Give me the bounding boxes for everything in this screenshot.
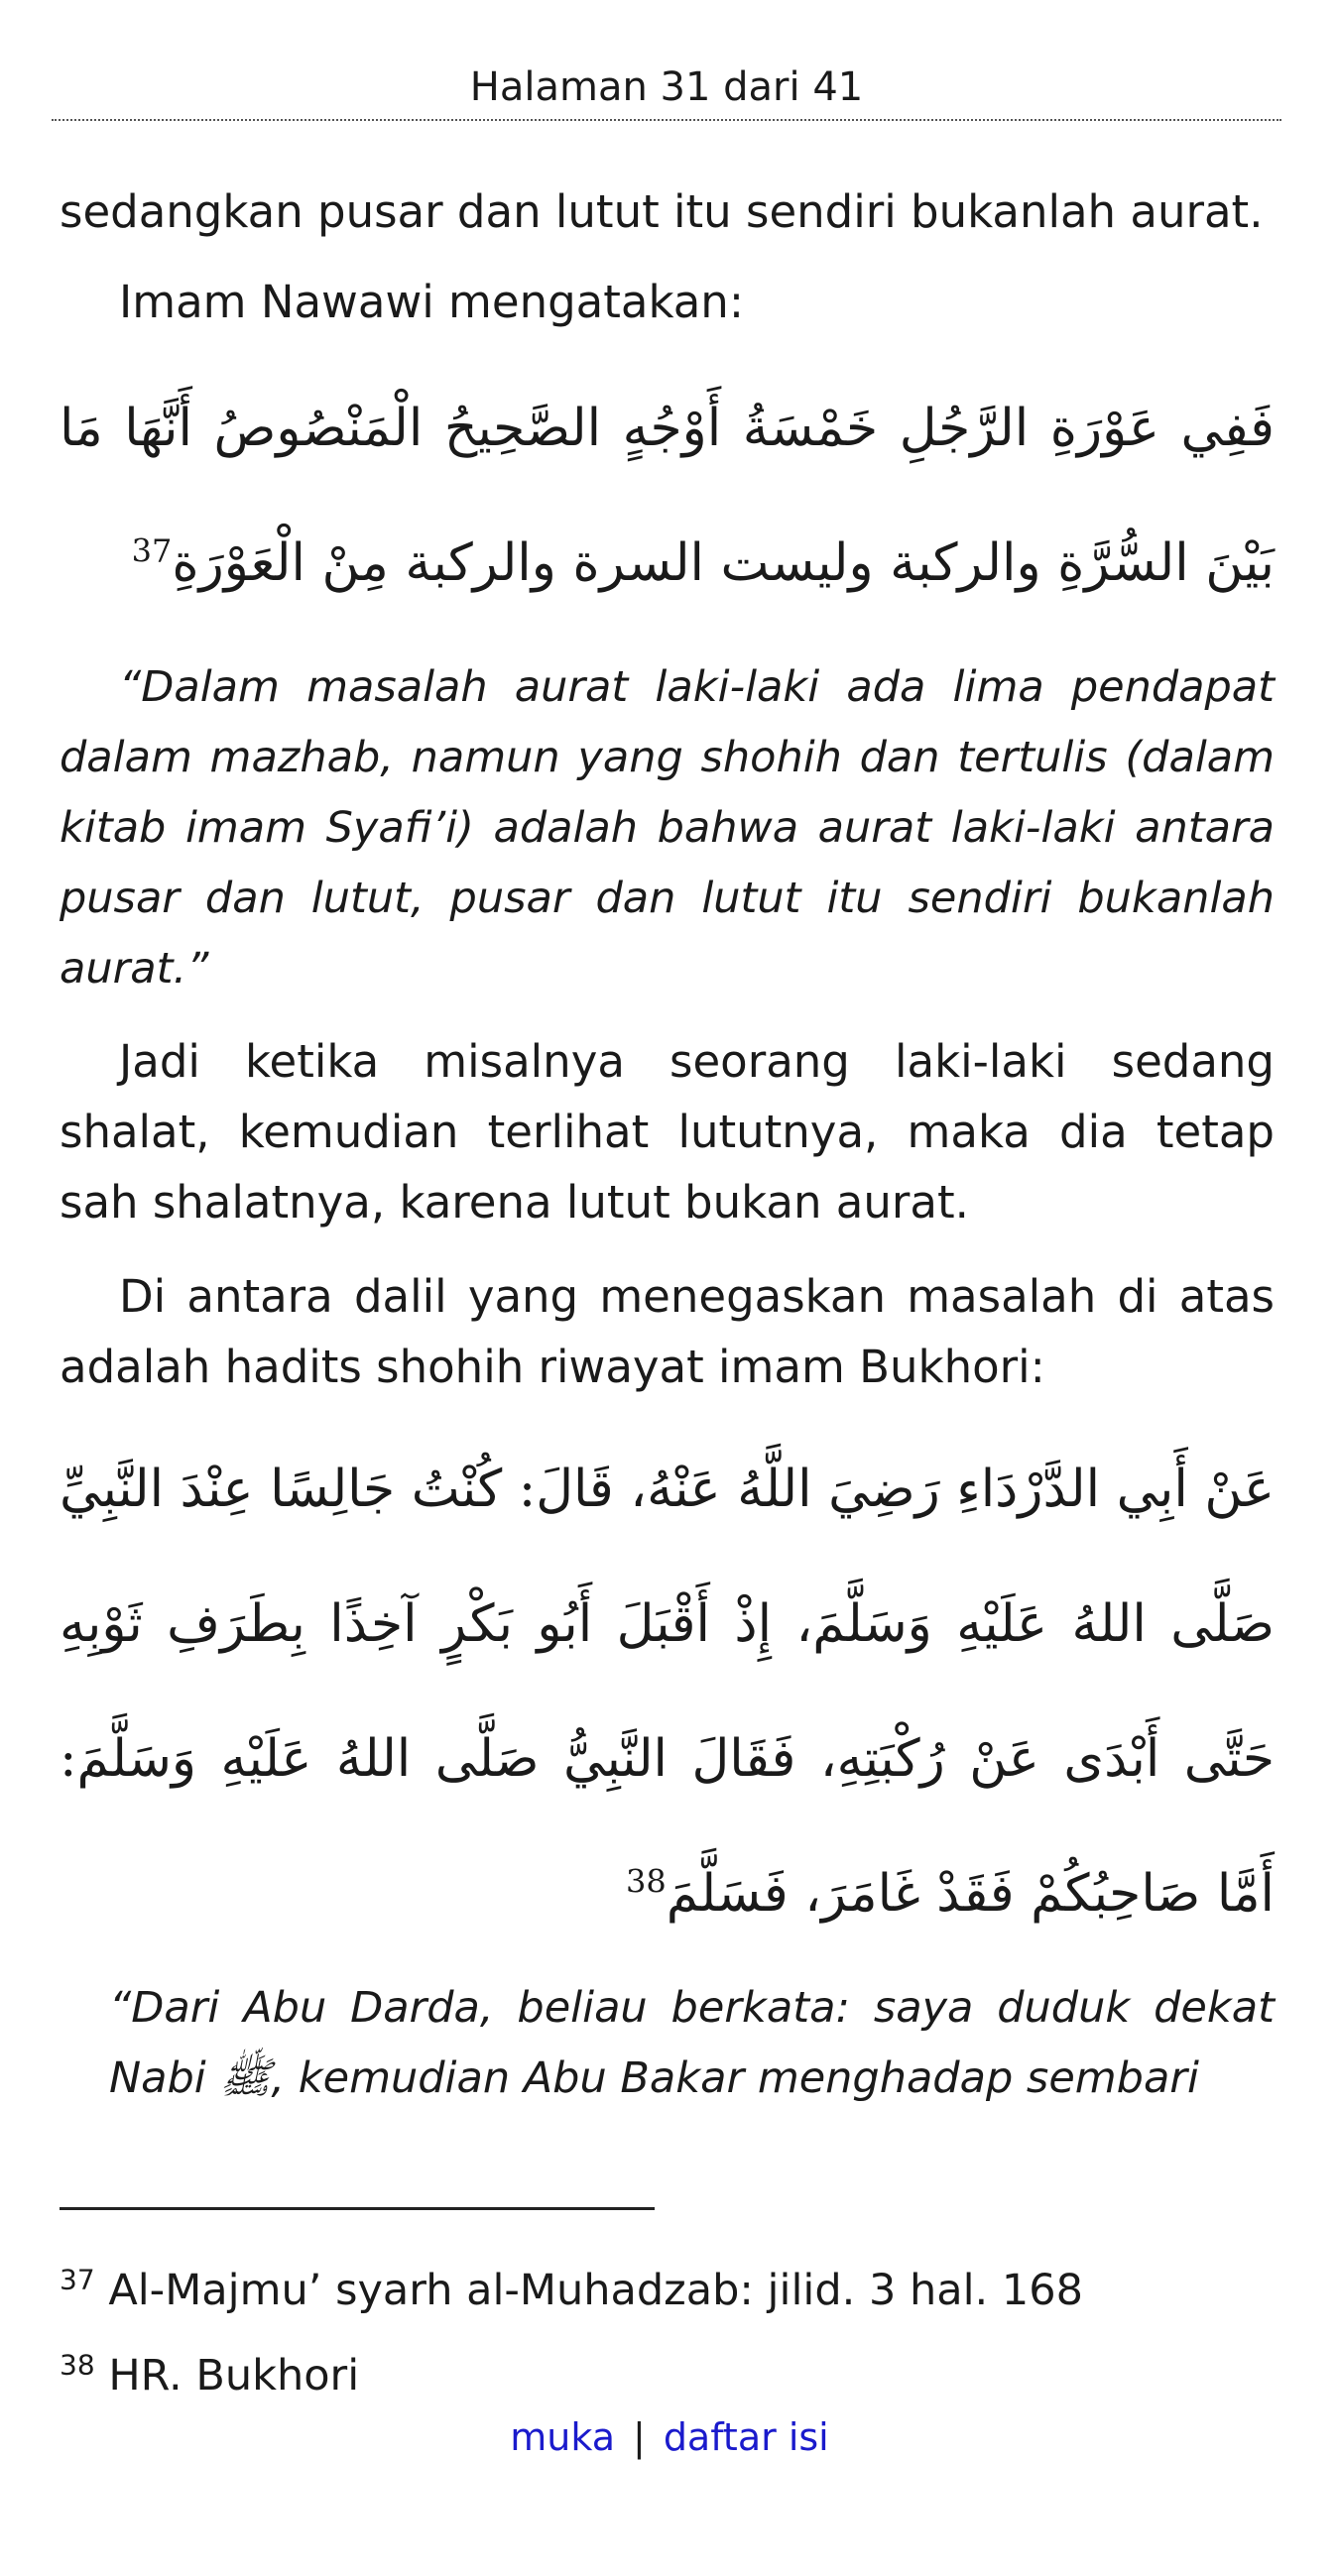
paragraph-jadi: Jadi ketika misalnya seorang laki-laki sedang shalat, kemudian terlihat lututnya, maka dia tetap sah shalatnya, karena lutut bukan aurat. [60,1035,1275,1229]
page-number-label: Halaman 31 dari 41 [469,64,864,110]
link-muka[interactable]: muka [510,2415,615,2459]
footnote-37 [60,2261,1083,2320]
nav-separator: | [633,2415,646,2459]
page-header [52,58,1281,121]
translation-quote-hadith: “Dari Abu Darda, beliau berkata: saya duduk dekat Nabi ﷺ, kemudian Abu Bakar menghadap sembari [109,1983,1275,2103]
footnote-number: 38 [60,2348,95,2382]
footnote-ref-37[interactable]: 37 [131,531,173,570]
footnote-text: HR. Bukhori [108,2351,360,2400]
arabic-text-nawawi: فَفِي عَوْرَةِ الرَّجُلِ خَمْسَةُ أَوْجُهٍ الصَّحِيحُ الْمَنْصُوصُ أَنَّهَا مَا بَيْنَ السُّرَّةِ والركبة وليست السرة والركبة مِنْ الْعَوْرَةِ [60,399,1275,593]
link-daftar-isi[interactable]: daftar isi [663,2415,829,2459]
footnote-ref-38[interactable]: 38 [625,1862,667,1901]
arabic-quote-nawawi [60,361,1275,631]
page-navigation [0,2407,1339,2467]
arabic-hadith-bukhori [60,1422,1275,1961]
arabic-text-hadith: عَنْ أَبِي الدَّرْدَاءِ رَضِيَ اللَّهُ عَنْهُ، قَالَ: كُنْتُ جَالِسًا عِنْدَ النَّبِيِّ صَلَّى اللهُ عَلَيْهِ وَسَلَّمَ، إِذْ أَقْبَلَ أَبُو بَكْرٍ آخِذًا بِطَرَفِ ثَوْبِهِ حَتَّى أَبْدَى عَنْ رُكْبَتِهِ، فَقَالَ النَّبِيُّ صَلَّى اللهُ عَلَيْهِ وَسَلَّمَ: أَمَّا صَاحِبُكُمْ فَقَدْ غَامَرَ، فَسَلَّمَ [60,1460,1275,1924]
paragraph-dalil: Di antara dalil yang menegaskan masalah di atas adalah hadits shohih riwayat imam Bukhori: [60,1270,1275,1393]
paragraph-imam-nawawi: Imam Nawawi mengatakan: [119,276,744,328]
paragraph-lead: sedangkan pusar dan lutut itu sendiri bukanlah aurat. [60,185,1264,238]
footnote-divider [60,2207,655,2210]
footnote-number: 37 [60,2263,95,2296]
page-content [60,176,1275,2114]
footnote-text: Al-Majmu’ syarh al-Muhadzab: jilid. 3 hal. 168 [108,2266,1083,2315]
translation-quote-nawawi: “Dalam masalah aurat laki-laki ada lima pendapat dalam mazhab, namun yang shohih dan tertulis (dalam kitab imam Syafi’i) adalah bahwa aurat laki-laki antara pusar dan lutut, pusar dan lutut itu sendiri bukanlah aurat.” [60,662,1275,994]
footnote-38 [60,2346,359,2405]
